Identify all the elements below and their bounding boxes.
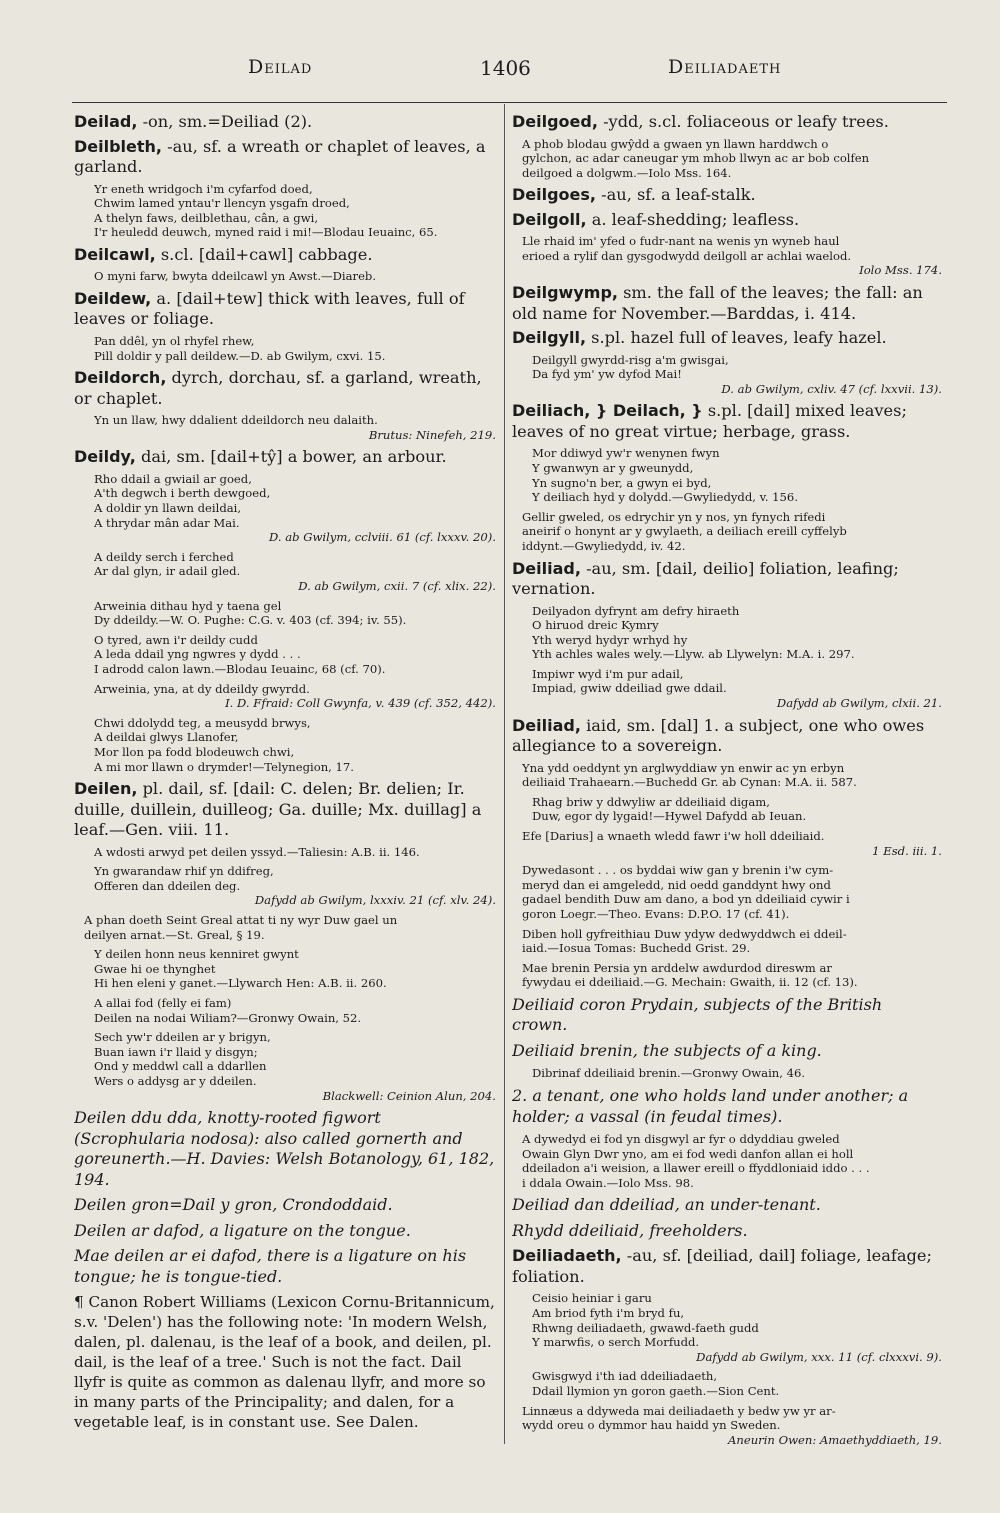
- quote-line: Wers o addysg ar y ddeilen.: [94, 1073, 257, 1088]
- quote-line: Yr eneth wridgoch i'm cyfarfod doed,: [94, 181, 313, 196]
- citation-quote: [532, 1369, 942, 1398]
- entry-definition: s.pl. hazel full of leaves, leafy hazel.: [586, 328, 887, 348]
- quote-line: aneirif o honynt ar y gwylaeth, a deiliach ereill cyffelyb: [522, 524, 847, 539]
- citation-quote: [94, 599, 496, 628]
- entry-headword: Deilbleth,: [74, 136, 163, 156]
- quote-line: Ond y meddwl call a ddarllen: [94, 1059, 267, 1074]
- citation-quote: [532, 604, 942, 662]
- quote-line: Ar dal glyn, ir adail gled.: [94, 564, 241, 579]
- dictionary-entry: [74, 245, 496, 266]
- quote-line: gylchon, ac adar caneugar ym mhob llwyn ac ar bob colfen: [522, 151, 870, 166]
- entry-definition: -au, sf. a wreath or chaplet of leaves, a garland.: [74, 136, 486, 176]
- quote-line: Chwi ddolydd teg, a meusydd brwys,: [94, 715, 311, 730]
- entry-definition: -on, sm.=Deiliad (2).: [137, 112, 313, 131]
- dictionary-entry: [512, 401, 942, 442]
- quote-line: Impiad, gwiw ddeiliad gwe ddail.: [532, 681, 727, 696]
- citation-quote: [94, 182, 496, 240]
- quote-line: A'th degwch i berth dewgoed,: [94, 486, 271, 501]
- entry-headword: Deiliad,: [512, 715, 581, 735]
- citation-quote: [94, 1030, 496, 1103]
- quote-line: gadael bendith Duw am dano, a bod yn ddeiliaid cywir i: [522, 892, 850, 907]
- quote-line: Y deiliach hyd y dolydd.—Gwyliedydd, v. 156.: [532, 490, 798, 505]
- quote-line: Rhag briw y ddwyliw ar ddeiliaid digam,: [532, 794, 770, 809]
- page-number: 1406: [480, 56, 531, 80]
- citation-quote: [522, 234, 942, 278]
- quote-line: Yth weryd hydyr wrhyd hy: [532, 632, 688, 647]
- quote-source: Aneurin Owen: Amaethyddiaeth, 19.: [728, 1432, 942, 1447]
- quote-line: deiliaid Trahaearn.—Buchedd Gr. ab Cynan: M.A. ii. 587.: [522, 775, 857, 790]
- running-header: [0, 56, 1000, 90]
- right-column: [512, 112, 942, 1452]
- entry-headword: Deilgwymp,: [512, 283, 618, 303]
- quote-line: Am briod fyth i'm bryd fu,: [532, 1306, 685, 1321]
- dictionary-entry: [512, 716, 942, 757]
- entry-definition: -au, sm. [dail, deilio] foliation, leafing; vernation.: [512, 558, 899, 598]
- entry-headword: Deildorch,: [74, 368, 167, 388]
- entry-definition: pl. dail, sf. [dail: C. delen; Br. delien; Ir. duille, duillein, duilleog; Ga. duille; Mx. duillag] a leaf.—Gen. viii. 11.: [74, 779, 482, 840]
- quote-line: Offeren dan ddeilen deg.: [94, 878, 241, 893]
- quote-line: Efe [Darius] a wnaeth wledd fawr i'w holl ddeiliaid.: [522, 829, 825, 844]
- citation-quote: [522, 863, 942, 921]
- dictionary-entry: [512, 185, 942, 206]
- quote-line: Mor ddiwyd yw'r wenynen fwyn: [532, 446, 720, 461]
- citation-quote: [522, 137, 942, 181]
- quote-source: Dafydd ab Gwilym, lxxxiv. 21 (cf. xlv. 24).: [254, 893, 496, 908]
- quote-line: Y gwanwyn ar y gweunydd,: [532, 460, 694, 475]
- quote-source: Dafydd ab Gwilym, clxii. 21.: [776, 696, 942, 711]
- quote-line: A mi mor llawn o drymder!—Telynegion, 17.: [94, 759, 354, 774]
- quote-line: Yn un llaw, hwy ddalient ddeildorch neu dalaith.: [94, 413, 378, 428]
- dictionary-entry: [74, 368, 496, 409]
- quote-line: Deilyadon dyfrynt am defry hiraeth: [532, 603, 740, 618]
- quote-line: Mor llon pa fodd blodeuwch chwi,: [94, 744, 295, 759]
- citation-quote: [94, 633, 496, 677]
- editorial-note: ¶ Canon Robert Williams (Lexicon Cornu-Britannicum, s.v. 'Delen') has the following note: 'In modern Welsh, dalen, pl. dalenau, is the leaf of a book, and deilen, pl. dail, is the leaf of a tree.' Such is not the fact. Dail llyfr is quite as common as dalenau llyfr, and more so in many parts of the Principality; and dalen, for a vegetable leaf, is in constant use. See Dalen.: [74, 1293, 495, 1432]
- quote-line: Ceisio heiniar i garu: [532, 1291, 652, 1306]
- entry-headword: Deilgoes,: [512, 185, 596, 205]
- citation-quote: [522, 510, 942, 554]
- quote-line: Da fyd ym' yw dyfod Mai!: [532, 367, 682, 382]
- dictionary-entry: [74, 447, 496, 468]
- citation-quote: [522, 761, 942, 790]
- quote-line: A thrydar mân adar Mai.: [94, 515, 240, 530]
- quote-line: O hiruod dreic Kymry: [532, 618, 659, 633]
- citation-quote: [532, 1291, 942, 1364]
- quote-line: Yth achles wales wely.—Llyw. ab Llywelyn: M.A. i. 297.: [532, 647, 855, 662]
- quote-line: erioed a rylif dan gysgodwydd deilgoll ar achlai waelod.: [522, 248, 852, 263]
- entry-headword: Deilgyll,: [512, 328, 587, 348]
- citation-quote: [522, 961, 942, 990]
- quote-line: ddeiladon a'i weision, a llawer ereill o ffyddloniaid iddo . . .: [522, 1161, 870, 1176]
- dictionary-entry: [74, 289, 496, 330]
- quote-line: Gwisgwyd i'th iad ddeiliadaeth,: [532, 1369, 718, 1384]
- entry-definition: a. [dail+tew] thick with leaves, full of leaves or foliage.: [74, 288, 465, 329]
- quote-source: Blackwell: Ceinion Alun, 204.: [322, 1088, 496, 1103]
- entry-headword: Deiliadaeth,: [512, 1246, 622, 1266]
- quote-line: goron Loegr.—Theo. Evans: D.P.O. 17 (cf. 41).: [522, 907, 790, 921]
- citation-quote: [94, 682, 496, 711]
- entry-definition: dai, sm. [dail+tŷ] a bower, an arbour.: [135, 447, 447, 467]
- quote-line: A dywedyd ei fod yn disgwyl ar fyr o ddyddiau gweled: [522, 1132, 840, 1147]
- quote-line: Dibrinaf ddeiliaid brenin.—Gronwy Owain, 46.: [532, 1066, 806, 1081]
- quote-line: Ddail llymion yn goron gaeth.—Sion Cent.: [532, 1384, 780, 1398]
- quote-line: A wdosti arwyd pet deilen yssyd.—Taliesin: A.B. ii. 146.: [94, 844, 420, 859]
- quote-line: Linnæus a ddyweda mai deiliadaeth y bedw yw yr ar-: [522, 1403, 836, 1418]
- entry-definition: s.pl. [dail] mixed leaves; leaves of no great virtue; herbage, grass.: [512, 401, 907, 441]
- quote-line: A phob blodau gwŷdd a gwaen yn llawn harddwch o: [522, 136, 829, 151]
- quote-line: Buan iawn i'r llaid y disgyn;: [94, 1044, 258, 1059]
- quote-line: deilgoed a dolgwm.—Iolo Mss. 164.: [522, 165, 732, 180]
- quote-line: iaid.—Iosua Tomas: Buchedd Grist. 29.: [522, 941, 751, 956]
- sub-entry: Deilen ar dafod, a ligature on the tongue.: [74, 1220, 411, 1240]
- citation-quote: [532, 446, 942, 504]
- dictionary-entry: [74, 137, 496, 178]
- entry-headword: Deilad,: [74, 112, 138, 131]
- citation-quote: [522, 927, 942, 956]
- quote-line: I adrodd calon lawn.—Blodau Ieuainc, 68 (cf. 70).: [94, 661, 386, 676]
- quote-line: Deilgyll gwyrdd-risg a'm gwisgai,: [532, 352, 729, 367]
- citation-quote: [532, 1066, 942, 1081]
- citation-quote: [522, 1404, 942, 1448]
- citation-quote: [94, 996, 496, 1025]
- quote-line: Yna ydd oeddynt yn arglwyddiaw yn enwir ac yn erbyn: [522, 760, 845, 775]
- citation-quote: [94, 269, 496, 284]
- citation-quote: [532, 353, 942, 397]
- quote-line: Y marwfis, o serch Morfudd.: [532, 1335, 700, 1350]
- citation-quote: [532, 667, 942, 711]
- entry-headword: Deilen,: [74, 779, 138, 799]
- quote-line: Rho ddail a gwiail ar goed,: [94, 471, 252, 486]
- quote-line: i ddala Owain.—Iolo Mss. 98.: [522, 1175, 694, 1190]
- quote-line: A doldir yn llawn deildai,: [94, 501, 242, 516]
- dictionary-entry: [512, 559, 942, 600]
- quote-source: Iolo Mss. 174.: [859, 263, 942, 278]
- quote-source: 1 Esd. iii. 1.: [872, 843, 942, 858]
- quote-line: A deildy serch i ferched: [94, 549, 234, 564]
- quote-line: O myni farw, bwyta ddeilcawl yn Awst.—Diareb.: [94, 269, 377, 284]
- dictionary-entry: [74, 779, 496, 841]
- quote-line: Hi hen eleni y ganet.—Llywarch Hen: A.B. ii. 260.: [94, 976, 387, 991]
- sub-entry: Deilen ddu dda, knotty-rooted figwort (Scrophularia nodosa): also called gornerth and goreunerth.—H. Davies: Welsh Botanology, 61, 182, 194.: [74, 1108, 495, 1189]
- quote-line: Pan ddêl, yn ol rhyfel rhew,: [94, 333, 255, 348]
- quote-source: D. ab Gwilym, cclviii. 61 (cf. lxxxv. 20).: [268, 530, 496, 545]
- quote-source: Dafydd ab Gwilym, xxx. 11 (cf. clxxxvi. 9).: [696, 1349, 942, 1364]
- sub-entry: Deiliaid brenin, the subjects of a king.: [512, 1040, 822, 1060]
- quote-line: Dy ddeildy.—W. O. Pughe: C.G. v. 403 (cf. 394; iv. 55).: [94, 613, 407, 628]
- quote-line: Gwae hi oe thynghet: [94, 961, 216, 976]
- header-left-guide-word: Deilad: [248, 56, 313, 78]
- entry-headword: Deildew,: [74, 288, 152, 308]
- entry-definition: dyrch, dorchau, sf. a garland, wreath, or chaplet.: [74, 368, 482, 408]
- quote-line: A allai fod (felly ei fam): [94, 995, 232, 1010]
- citation-quote: [94, 472, 496, 545]
- quote-line: Diben holl gyfreithiau Duw ydyw dedwyddwch ei ddeil-: [522, 926, 847, 941]
- dictionary-entry: [512, 1246, 942, 1287]
- quote-line: wydd oreu o dymmor hau haidd yn Sweden.: [522, 1418, 781, 1433]
- quote-source: Brutus: Ninefeh, 219.: [368, 427, 496, 442]
- dictionary-entry: [512, 210, 942, 231]
- citation-quote: [94, 864, 496, 908]
- dictionary-entry: [512, 283, 942, 324]
- entry-headword: Deiliach, } Deilach, }: [512, 401, 703, 421]
- sub-entry: Mae deilen ar ei dafod, there is a ligature on his tongue; he is tongue-tied.: [74, 1246, 467, 1286]
- citation-quote: [532, 795, 942, 824]
- header-right-guide-word: Deiliadaeth: [668, 56, 782, 78]
- quote-line: Mae brenin Persia yn arddelw awdurdod direswm ar: [522, 960, 832, 975]
- header-rule: [72, 102, 947, 103]
- dictionary-entry: [512, 328, 942, 349]
- quote-line: I'r heuledd deuwch, myned raid i mi!—Blodau Ieuainc, 65.: [94, 225, 438, 240]
- quote-line: Y deilen honn neus kenniret gwynt: [94, 947, 299, 962]
- quote-line: fywydau ei ddeiliaid.—G. Mechain: Gwaith, ii. 12 (cf. 13).: [522, 975, 858, 990]
- entry-headword: Deilcawl,: [74, 244, 156, 264]
- quote-line: A leda ddail yng ngwres y dydd . . .: [94, 647, 301, 662]
- quote-line: Rhwng deiliadaeth, gwawd-faeth gudd: [532, 1320, 759, 1335]
- sub-entry: Deilen gron=Dail y gron, Crondoddaid.: [74, 1195, 393, 1215]
- citation-quote: [94, 845, 496, 860]
- quote-line: Duw, egor dy lygaid!—Hywel Dafydd ab Ieuan.: [532, 809, 807, 824]
- quote-line: Chwim lamed yntau'r llencyn ysgafn droed,: [94, 196, 350, 211]
- citation-quote: [94, 716, 496, 774]
- quote-line: Owain Glyn Dwr yno, am ei fod wedi danfon allan ei holl: [522, 1146, 854, 1161]
- quote-line: Arweinia dithau hyd y taena gel: [94, 598, 282, 613]
- citation-quote: [522, 829, 942, 858]
- quote-line: Lle rhaid im' yfed o fudr-nant na wenis yn wyneb haul: [522, 234, 840, 249]
- dictionary-entry: [74, 112, 496, 133]
- quote-line: A deildai glwys Llanofer,: [94, 730, 239, 745]
- citation-quote: [94, 334, 496, 363]
- entry-headword: Deiliad,: [512, 558, 581, 578]
- entry-headword: Deilgoed,: [512, 112, 598, 131]
- quote-line: A phan doeth Seint Greal attat ti ny wyr Duw gael un: [84, 913, 398, 927]
- quote-line: deilyen arnat.—St. Greal, § 19.: [84, 927, 265, 942]
- citation-quote: [94, 413, 496, 442]
- quote-line: Sech yw'r ddeilen ar y brigyn,: [94, 1030, 271, 1045]
- quote-source: D. ab Gwilym, cxliv. 47 (cf. lxxvii. 13).: [721, 381, 942, 396]
- citation-quote: [94, 550, 496, 594]
- quote-line: Yn sugno'n ber, a gwyn ei byd,: [532, 475, 712, 490]
- sub-entry: Deiliad dan ddeiliad, an under-tenant.: [512, 1195, 821, 1215]
- citation-quote: [522, 1132, 942, 1190]
- quote-line: iddynt.—Gwyliedydd, iv. 42.: [522, 538, 686, 553]
- quote-line: meryd dan ei amgeledd, nid oedd ganddynt hwy ond: [522, 877, 831, 892]
- citation-quote: [84, 913, 496, 942]
- entry-headword: Deildy,: [74, 447, 136, 467]
- quote-source: D. ab Gwilym, cxii. 7 (cf. xlix. 22).: [298, 579, 496, 593]
- entry-definition: -au, sf. [deiliad, dail] foliage, leafage; foliation.: [512, 1246, 932, 1286]
- entry-definition: -ydd, s.cl. foliaceous or leafy trees.: [597, 112, 889, 131]
- sub-entry: 2. a tenant, one who holds land under another; a holder; a vassal (in feudal times).: [512, 1086, 909, 1126]
- entry-headword: Deilgoll,: [512, 209, 587, 229]
- quote-line: A thelyn faws, deilblethau, cân, a gwi,: [94, 210, 319, 225]
- quote-line: Deilen na nodai Wiliam?—Gronwy Owain, 52.: [94, 1010, 362, 1025]
- quote-line: Impiwr wyd i'm pur adail,: [532, 666, 684, 681]
- entry-definition: iaid, sm. [dal] 1. a subject, one who owes allegiance to a sovereign.: [512, 715, 925, 756]
- quote-source: I. D. Ffraid: Coll Gwynfa, v. 439 (cf. 352, 442).: [225, 696, 496, 711]
- quote-line: O tyred, awn i'r deildy cudd: [94, 632, 258, 647]
- sub-entry: Deiliaid coron Prydain, subjects of the British crown.: [512, 994, 883, 1035]
- entry-definition: s.cl. [dail+cawl] cabbage.: [155, 244, 373, 264]
- quote-line: Gellir gweled, os edrychir yn y nos, yn fynych rifedi: [522, 509, 826, 524]
- entry-definition: a. leaf-shedding; leafless.: [586, 209, 800, 229]
- quote-line: Arweinia, yna, at dy ddeildy gwyrdd.: [94, 681, 310, 696]
- citation-quote: [94, 947, 496, 991]
- sub-entry: Rhydd ddeiliaid, freeholders.: [512, 1220, 748, 1240]
- left-column: [74, 112, 496, 1452]
- entry-definition: -au, sf. a leaf-stalk.: [596, 185, 756, 205]
- quote-line: Yn gwarandaw rhif yn ddifreg,: [94, 864, 274, 879]
- column-divider: [504, 104, 505, 1444]
- quote-line: Pill doldir y pall deildew.—D. ab Gwilym, cxvi. 15.: [94, 348, 386, 363]
- dictionary-entry: [512, 112, 942, 133]
- quote-line: Dywedasont . . . os byddai wiw gan y brenin i'w cym-: [522, 863, 834, 878]
- entry-definition: sm. the fall of the leaves; the fall: an old name for November.—Barddas, i. 414.: [512, 283, 923, 323]
